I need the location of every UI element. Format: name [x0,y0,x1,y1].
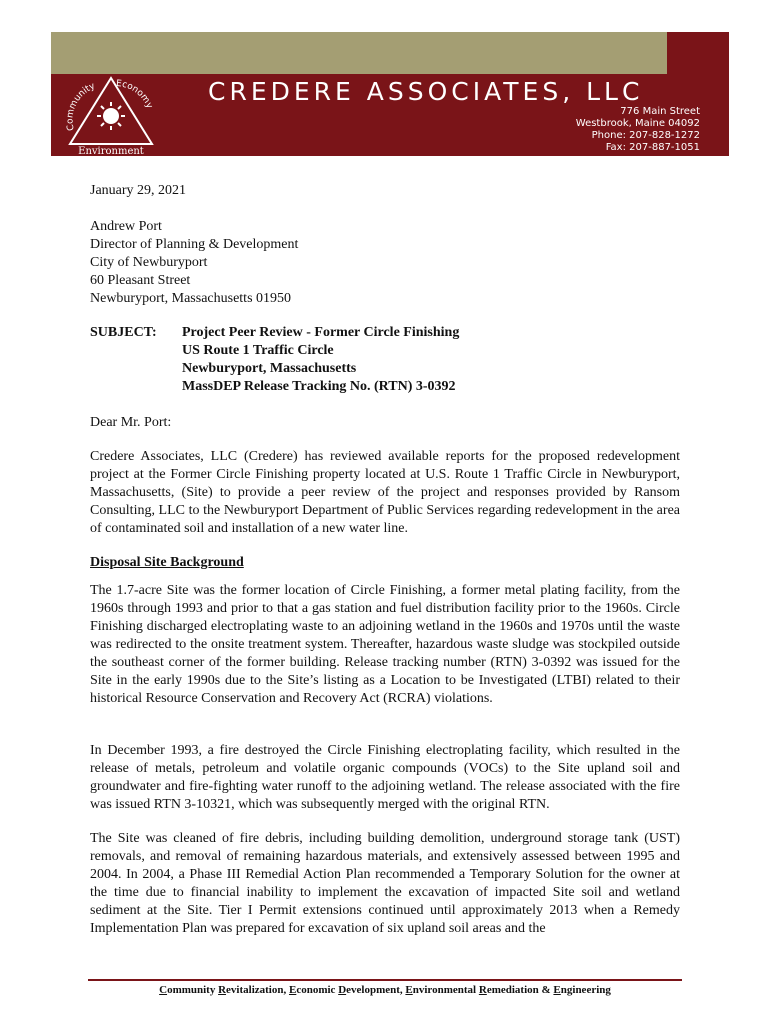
subject-line: Newburyport, Massachusetts [182,361,357,376]
logo-word-environment: Environment [78,146,144,154]
recipient-name: Andrew Port [90,219,162,234]
footer-word: evelopment, [346,984,406,996]
sun-icon [103,108,119,124]
footer-word: evitalization, [226,984,289,996]
subject-line: MassDEP Release Tracking No. (RTN) 3-0392 [182,379,456,394]
company-name: CREDERE ASSOCIATES, LLC [208,77,644,106]
company-logo [62,68,160,154]
footer-initial: R [218,984,227,996]
salutation: Dear Mr. Port: [90,415,172,430]
subject-block [90,324,680,396]
logo-word-community: Community [65,81,97,132]
recipient-city: Newburyport, Massachusetts 01950 [90,291,292,306]
logo-word-economy: Economy [115,78,155,111]
footer-word: nvironmental [412,984,479,996]
letterhead-corner-block [667,32,729,74]
letter-date: January 29, 2021 [90,183,187,198]
intro-paragraph: Credere Associates, LLC (Credere) has reviewed available reports for the proposed redevelopment project at the Former Circle Finishing property located at U.S. Route 1 Traffic Circle in Newburyport, Massachusetts, (Site) to provide a peer review of the project and responses provided by Ransom Consulting, LLC to the Newburyport Department of Public Services regarding redevelopment in the area of contaminated soil and installation of a new water line. [90,449,680,536]
footer-initial: R [478,984,487,996]
recipient-street: 60 Pleasant Street [90,273,191,288]
footer-word: ngineering [560,984,611,996]
subject-label: SUBJECT: [90,325,157,340]
footer-tagline [88,984,682,996]
company-address [576,106,700,154]
body-paragraph: The Site was cleaned of fire debris, including building demolition, underground storage tank (UST) removals, and removal of remaining hazardous materials, and extensively assessed between 1995 and 2004. In 2004, a Phase III Remedial Action Plan recommended a Temporary Solution for the owner at the time due to financial inability to implement the excavation of impacted Site soil and wetland sediment at the Site. Tier I Permit extensions continued until approximately 2013 when a Remedy Implementation Plan was prepared for excavation of six upland soil areas and the [90,831,680,936]
footer-initial: C [159,984,168,996]
body-paragraph: The 1.7-acre Site was the former location of Circle Finishing, a former metal plating facility, from the 1960s through 1993 and prior to that a gas station and fuel distribution facility prior to the 1960s. Circle Finishing discharged electroplating waste to an adjoining wetland in the 1960s and 1970s until the waste was redirected to the onsite treatment system. Thereafter, hazardous waste sludge was stockpiled outside the southeast corner of the former building. Release tracking number (RTN) 3-0392 was issued for the Site in the early 1990s due to the Site’s listing as a Location to be Investigated (LTBI) related to their historical Resource Conservation and Recovery Act (RCRA) violations. [90,583,680,706]
footer-divider [88,979,682,981]
subject-line: US Route 1 Traffic Circle [182,343,334,358]
recipient-organization: City of Newburyport [90,255,208,270]
section-heading: Disposal Site Background [90,555,244,570]
footer-word: emediation & [486,984,554,996]
footer-initial: D [338,984,347,996]
footer-word: ommunity [167,984,219,996]
subject-line: Project Peer Review - Former Circle Finishing [182,325,460,340]
recipient-title: Director of Planning & Development [90,237,299,252]
address-phone: Phone: 207-828-1272 [591,130,700,141]
recipient-block [90,218,680,308]
address-street: 776 Main Street [620,106,700,117]
address-city: Westbrook, Maine 04092 [575,118,700,129]
footer-initial: E [288,984,297,996]
body-paragraph: In December 1993, a fire destroyed the Circle Finishing electroplating facility, which resulted in the release of metals, petroleum and volatile organic compounds (VOCs) to the Site upland soil and groundwater and fire-fighting water runoff to the adjoining wetland. The release associated with the fire was issued RTN 3-10321, which was subsequently merged with the original RTN. [90,743,680,812]
address-fax: Fax: 207-887-1051 [605,142,700,153]
footer-initial: E [405,984,413,996]
footer-word: conomic [296,984,339,996]
footer-initial: E [553,984,561,996]
